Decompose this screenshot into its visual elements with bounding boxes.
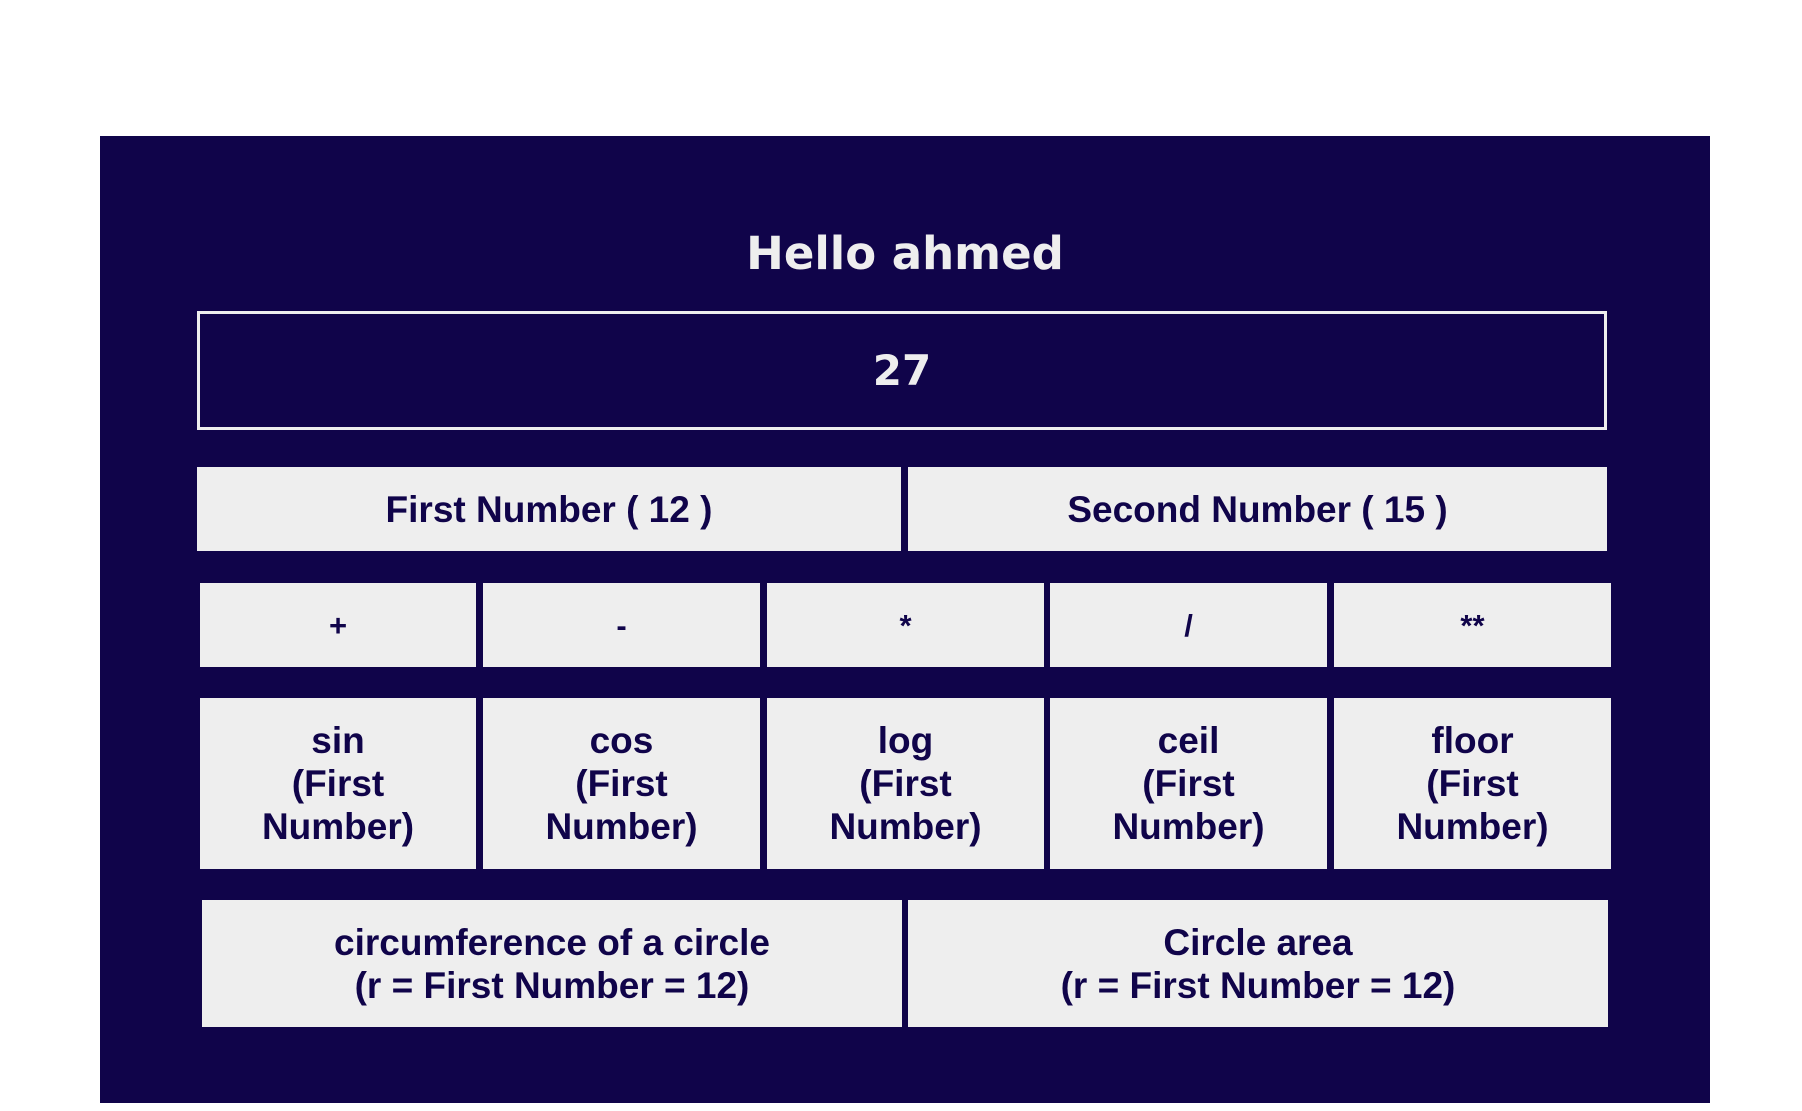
result-display: 27 — [197, 311, 1607, 430]
circle-area-button[interactable]: Circle area (r = First Number = 12) — [908, 900, 1608, 1027]
floor-button[interactable]: floor (First Number) — [1334, 698, 1611, 869]
sin-button[interactable]: sin (First Number) — [200, 698, 476, 869]
subtract-button[interactable]: - — [483, 583, 760, 667]
add-button[interactable]: + — [200, 583, 476, 667]
log-button[interactable]: log (First Number) — [767, 698, 1044, 869]
multiply-button[interactable]: * — [767, 583, 1044, 667]
ceil-button[interactable]: ceil (First Number) — [1050, 698, 1327, 869]
circumference-button[interactable]: circumference of a circle (r = First Number = 12) — [202, 900, 902, 1027]
greeting-title: Hello ahmed — [746, 227, 1064, 280]
power-button[interactable]: ** — [1334, 583, 1611, 667]
divide-button[interactable]: / — [1050, 583, 1327, 667]
first-number-button[interactable]: First Number ( 12 ) — [197, 467, 901, 551]
cos-button[interactable]: cos (First Number) — [483, 698, 760, 869]
second-number-button[interactable]: Second Number ( 15 ) — [908, 467, 1607, 551]
calculator-panel — [100, 136, 1710, 1103]
